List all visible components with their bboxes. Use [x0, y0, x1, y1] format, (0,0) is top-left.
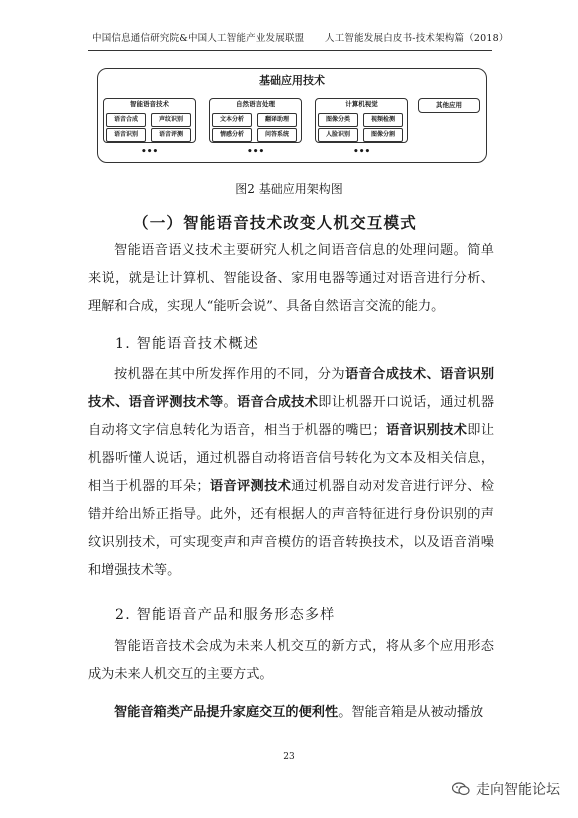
cell-vision-1: 视频检测 [363, 113, 403, 127]
subsection-1-body [88, 361, 494, 585]
cell-vision-0: 图像分类 [318, 113, 358, 127]
subsection-2-paragraph: 智能语音技术会成为未来人机交互的新方式，将从多个应用形态成为未来人机交互的主要方式。 [88, 639, 494, 682]
section-heading: （一）智能语音技术改变人机交互模式 [133, 213, 417, 232]
cell-nlp-3: 问答系统 [257, 128, 297, 142]
bold-run: 智能音箱类产品提升家庭交互的便利性 [114, 705, 339, 720]
subsection-2-last [88, 699, 494, 727]
bold-run: 语音合成技术 [237, 395, 319, 410]
intro-text: 智能语音语义技术主要研究人机之间语音信息的处理问题。简单来说，就是让计算机、智能设备、家用电器等通过对语音进行分析、理解和合成，实现人“能听会说”、具备自然语言交流的能力。 [88, 243, 494, 314]
cell-nlp-1: 翻译助理 [257, 113, 297, 127]
cell-speech-3: 语音评测 [151, 128, 191, 142]
cell-nlp-2: 情感分析 [212, 128, 252, 142]
text-run: 即让机器听懂人说话，通过机器自动将语音信号转化为文本及相关信息，相当于机器的耳朵； [88, 423, 495, 494]
header-left: 中国信息通信研究院&中国人工智能产业发展联盟 [92, 33, 305, 44]
group-nlp-title: 自然语言处理 [236, 100, 275, 108]
cell-speech-1: 声纹识别 [151, 113, 191, 127]
text-run: 。智能音箱是从被动播放 [338, 705, 484, 720]
text-run: 即让机器开口说话，通过机器自动将文字信息转化为语音，相当于机器的嘴巴； [88, 395, 495, 438]
text-run: 通过机器自动对发音进行评分、检错并给出矫正指导。此外，还有根据人的声音特征进行身份识别的声纹识别技术，可实现变声和声音模仿的语音转换技术，以及语音消噪和增强技术等。 [88, 479, 495, 578]
group-other-title: 其他应用 [436, 101, 462, 109]
more-nlp: ••• [247, 147, 265, 157]
group-vision-title: 计算机视觉 [345, 100, 378, 108]
watermark [452, 779, 560, 799]
diagram-title: 基础应用技术 [259, 74, 325, 87]
more-speech: ••• [141, 147, 159, 157]
text-run: 按机器在其中所发挥作用的不同，分为 [114, 367, 345, 382]
cell-vision-2: 人脸识别 [318, 128, 358, 142]
bold-run: 语音识别技术 [385, 423, 468, 438]
cell-speech-0: 语音合成 [106, 113, 146, 127]
cell-vision-3: 图像分割 [363, 128, 403, 142]
subsection-1-heading: 1. 智能语音技术概述 [115, 336, 260, 352]
more-vision: ••• [353, 147, 371, 157]
text-run: 。 [223, 395, 237, 410]
group-speech-title: 智能语音技术 [130, 100, 169, 108]
subsection-2-body [88, 633, 494, 689]
page-number: 23 [283, 752, 295, 762]
subsection-1-paragraph [88, 361, 494, 585]
bold-run: 语音评测技术 [209, 479, 292, 494]
intro-paragraph [88, 237, 494, 321]
watermark-text: 走向智能论坛 [476, 782, 560, 798]
figure-caption: 图2 基础应用架构图 [235, 182, 343, 196]
wechat-icon [452, 782, 470, 796]
header-divider [88, 50, 492, 51]
cell-speech-2: 语音识别 [106, 128, 146, 142]
subsection-2-heading: 2. 智能语音产品和服务形态多样 [115, 607, 336, 623]
header-right: 人工智能发展白皮书-技术架构篇（2018） [325, 33, 509, 44]
bold-run: 语音合成技术、语音识别技术、语音评测技术等 [88, 367, 495, 410]
cell-nlp-0: 文本分析 [212, 113, 252, 127]
last-paragraph [88, 699, 494, 727]
